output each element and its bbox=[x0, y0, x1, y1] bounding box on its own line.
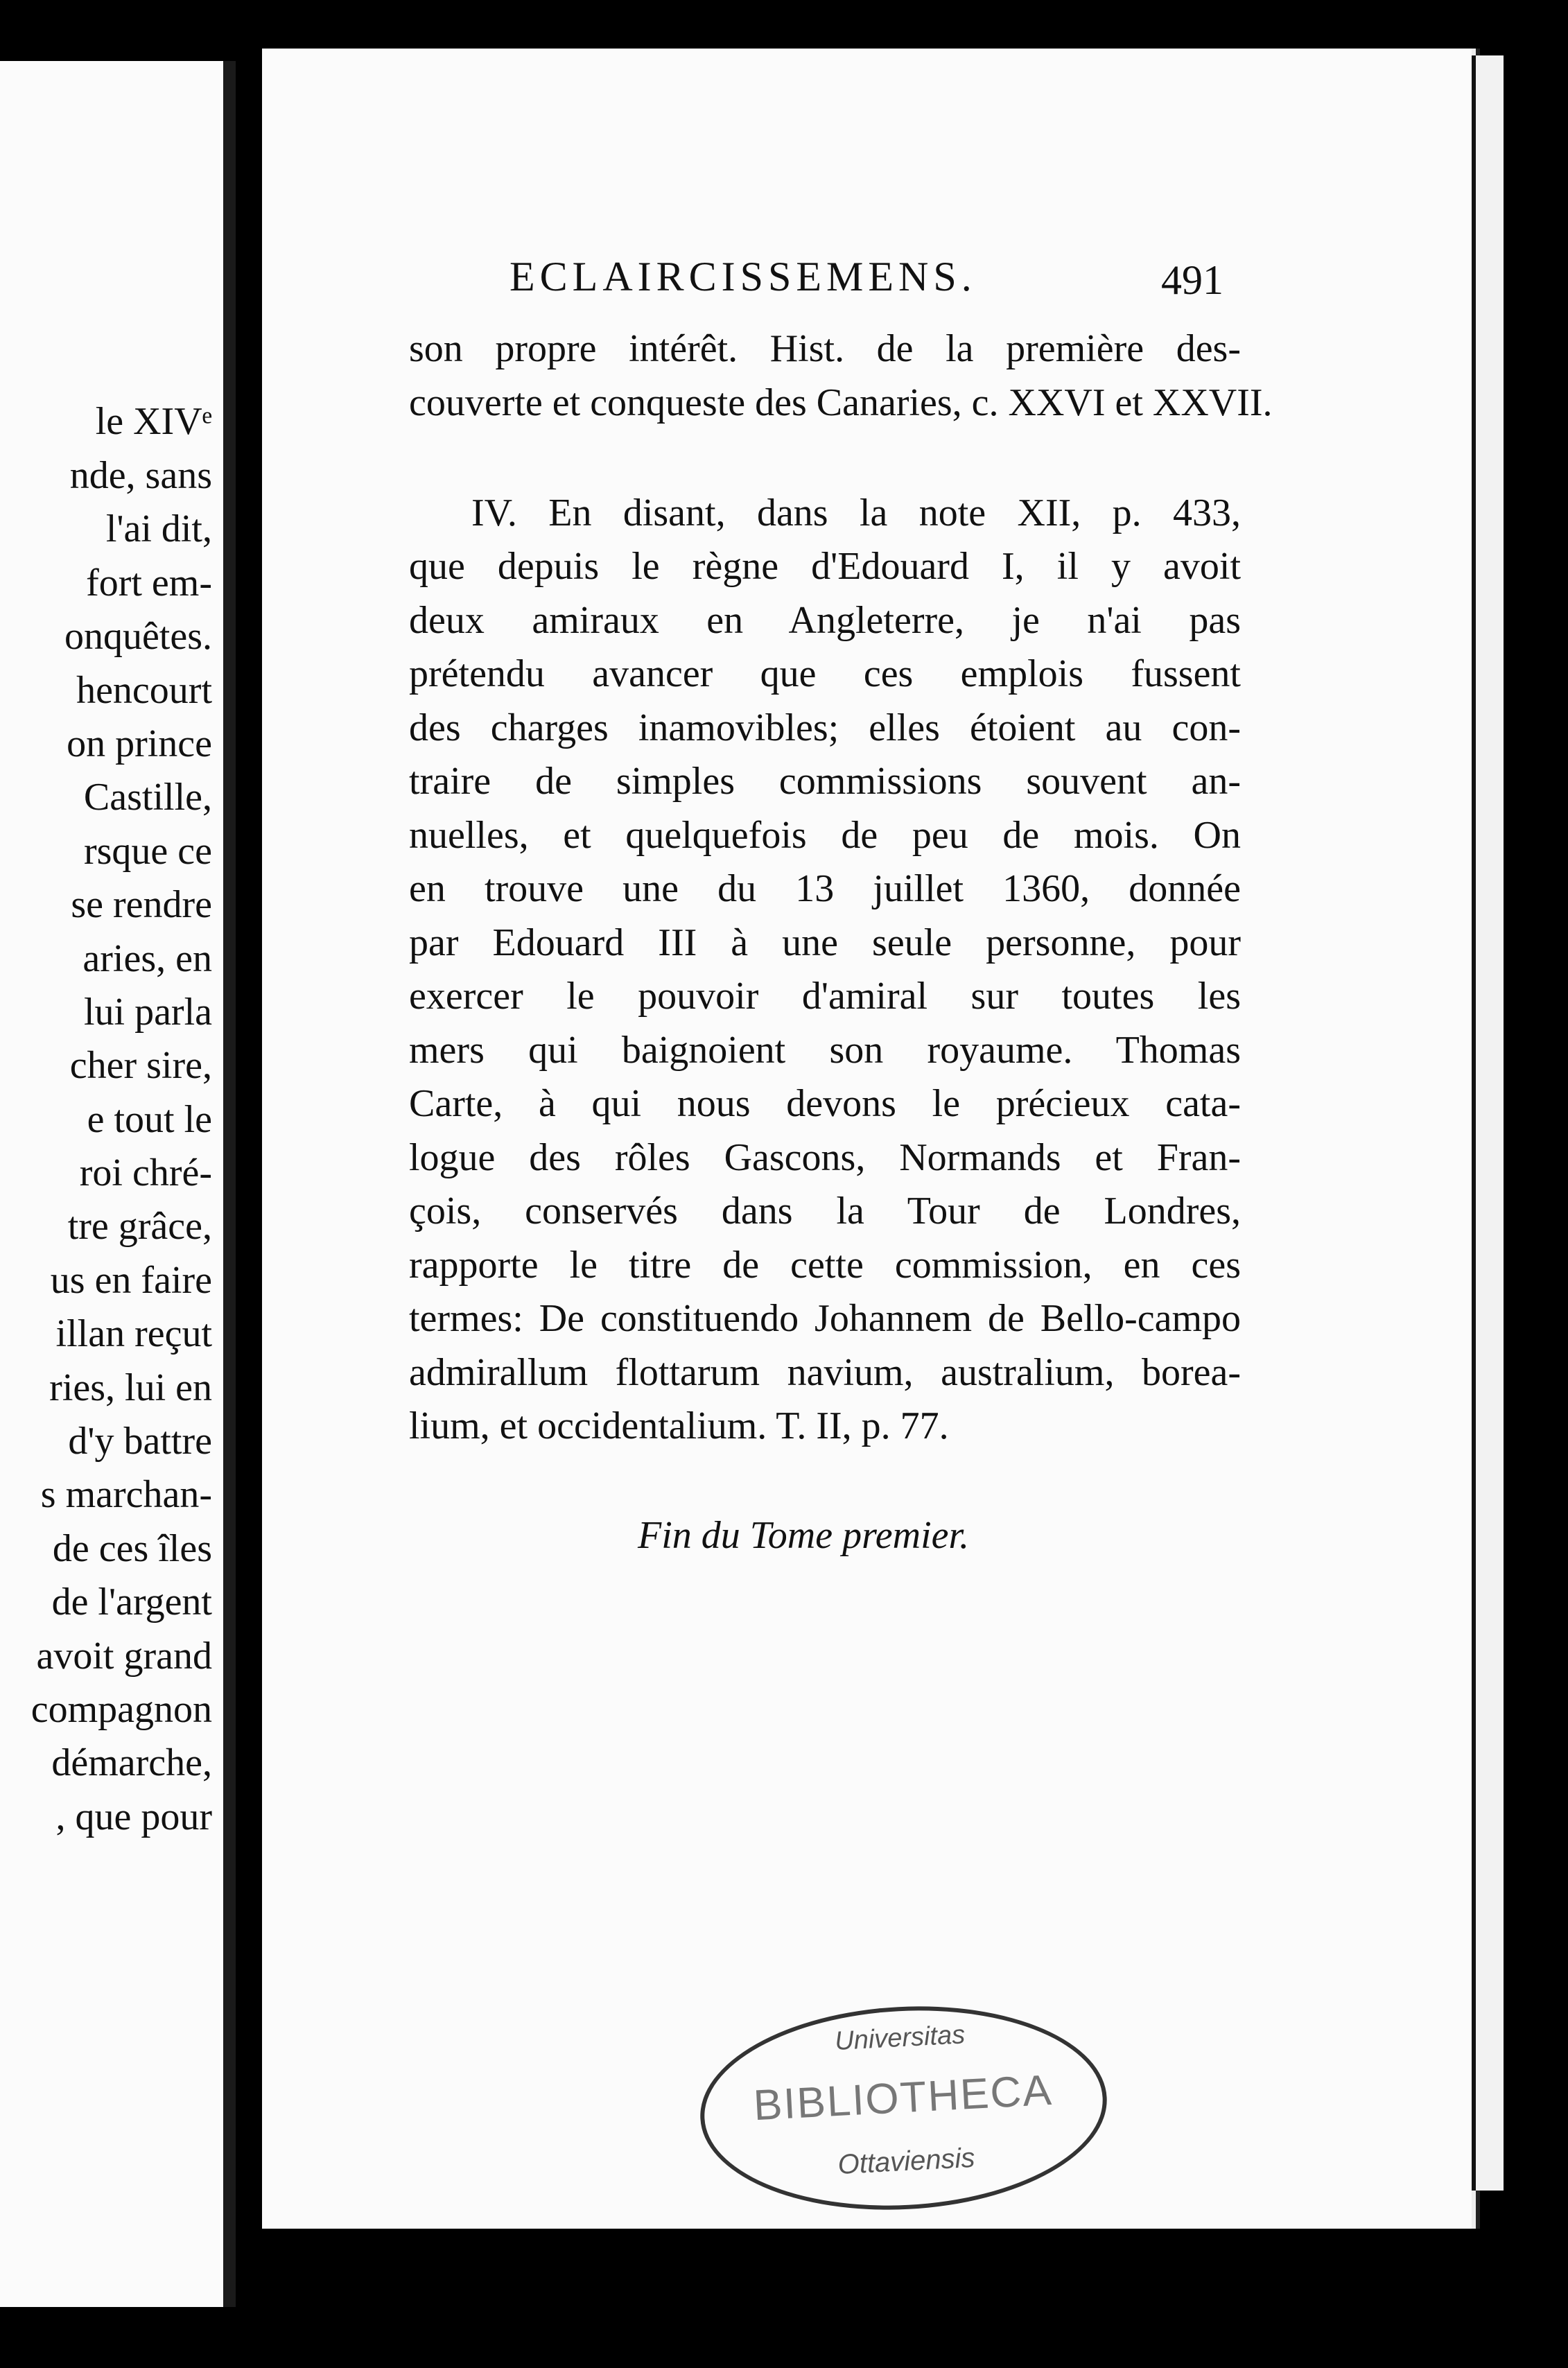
stamp-middle-text: BIBLIOTHECA bbox=[752, 2066, 1054, 2130]
left-fragment: fort em- bbox=[86, 561, 212, 604]
stamp-bottom-text: Ottaviensis bbox=[837, 2142, 976, 2181]
text-line: nuelles, et quelquefois de peu de mois. On bbox=[409, 814, 1241, 857]
left-fragment: avoit grand bbox=[36, 1635, 212, 1678]
text-line: termes: De constituendo Johannem de Bello-campo bbox=[409, 1297, 1241, 1340]
running-header: ECLAIRCISSEMENS. bbox=[509, 254, 977, 299]
left-fragment: ries, lui en bbox=[49, 1366, 212, 1409]
left-fragment: Castille, bbox=[83, 776, 212, 819]
left-fragment: illan reçut bbox=[55, 1312, 212, 1355]
left-fragment: , que pour bbox=[55, 1795, 212, 1838]
text-line: que depuis le règne d'Edouard I, il y avoit bbox=[409, 545, 1241, 588]
left-fragment: us en faire bbox=[50, 1259, 212, 1302]
left-fragment: roi chré- bbox=[79, 1151, 212, 1194]
text-line: couverte et conqueste des Canaries, c. XXVI et XXVII. bbox=[409, 381, 1273, 424]
page-edge bbox=[1472, 55, 1504, 2191]
left-fragment: lui parla bbox=[83, 991, 212, 1034]
page-number: 491 bbox=[1161, 257, 1223, 303]
left-fragment: compagnon bbox=[31, 1688, 212, 1731]
text-line: çois, conservés dans la Tour de Londres, bbox=[409, 1190, 1241, 1233]
text-line: deux amiraux en Angleterre, je n'ai pas bbox=[409, 599, 1241, 642]
text-line: traire de simples commissions souvent an- bbox=[409, 760, 1241, 803]
left-fragment: tre grâce, bbox=[67, 1205, 212, 1248]
left-page bbox=[0, 61, 236, 2307]
text-line: des charges inamovibles; elles étoient au con- bbox=[409, 706, 1241, 749]
left-fragment: démarche, bbox=[51, 1741, 212, 1784]
text-line: exercer le pouvoir d'amiral sur toutes les bbox=[409, 975, 1241, 1018]
text-line: mers qui baignoient son royaume. Thomas bbox=[409, 1029, 1241, 1072]
left-fragment: rsque ce bbox=[83, 830, 212, 873]
text-line: IV. En disant, dans la note XII, p. 433, bbox=[471, 491, 1241, 534]
left-fragment: nde, sans bbox=[69, 454, 212, 497]
text-line: son propre intérêt. Hist. de la première des- bbox=[409, 327, 1241, 370]
text-line: Carte, à qui nous devons le précieux cata- bbox=[409, 1082, 1241, 1125]
left-fragment: aries, en bbox=[82, 937, 212, 980]
left-fragment: cher sire, bbox=[69, 1044, 212, 1087]
closing-line: Fin du Tome premier. bbox=[638, 1514, 970, 1557]
left-fragment: e tout le bbox=[87, 1098, 212, 1141]
text-line: logue des rôles Gascons, Normands et Fran- bbox=[409, 1136, 1241, 1179]
text-line: prétendu avancer que ces emplois fussent bbox=[409, 652, 1241, 695]
left-fragment: se rendre bbox=[71, 883, 212, 926]
left-fragment: de l'argent bbox=[51, 1581, 212, 1623]
text-line: rapporte le titre de cette commission, en ces bbox=[409, 1244, 1241, 1287]
text-line: en trouve une du 13 juillet 1360, donnée bbox=[409, 867, 1241, 910]
left-fragment: hencourt bbox=[76, 669, 212, 712]
left-fragment: d'y battre bbox=[68, 1420, 212, 1463]
left-fragment: de ces îles bbox=[52, 1527, 212, 1570]
text-line: lium, et occidentalium. T. II, p. 77. bbox=[409, 1404, 949, 1447]
left-fragment: on prince bbox=[67, 722, 212, 765]
left-fragment: onquêtes. bbox=[64, 615, 212, 658]
left-fragment: l'ai dit, bbox=[105, 507, 212, 550]
text-line: par Edouard III à une seule personne, pour bbox=[409, 921, 1241, 964]
text-line: admirallum flottarum navium, australium, borea- bbox=[409, 1351, 1241, 1394]
left-fragment: le XIVᵉ bbox=[95, 400, 212, 443]
stamp-top-text: Universitas bbox=[834, 2020, 966, 2057]
left-fragment: s marchan- bbox=[40, 1473, 212, 1516]
